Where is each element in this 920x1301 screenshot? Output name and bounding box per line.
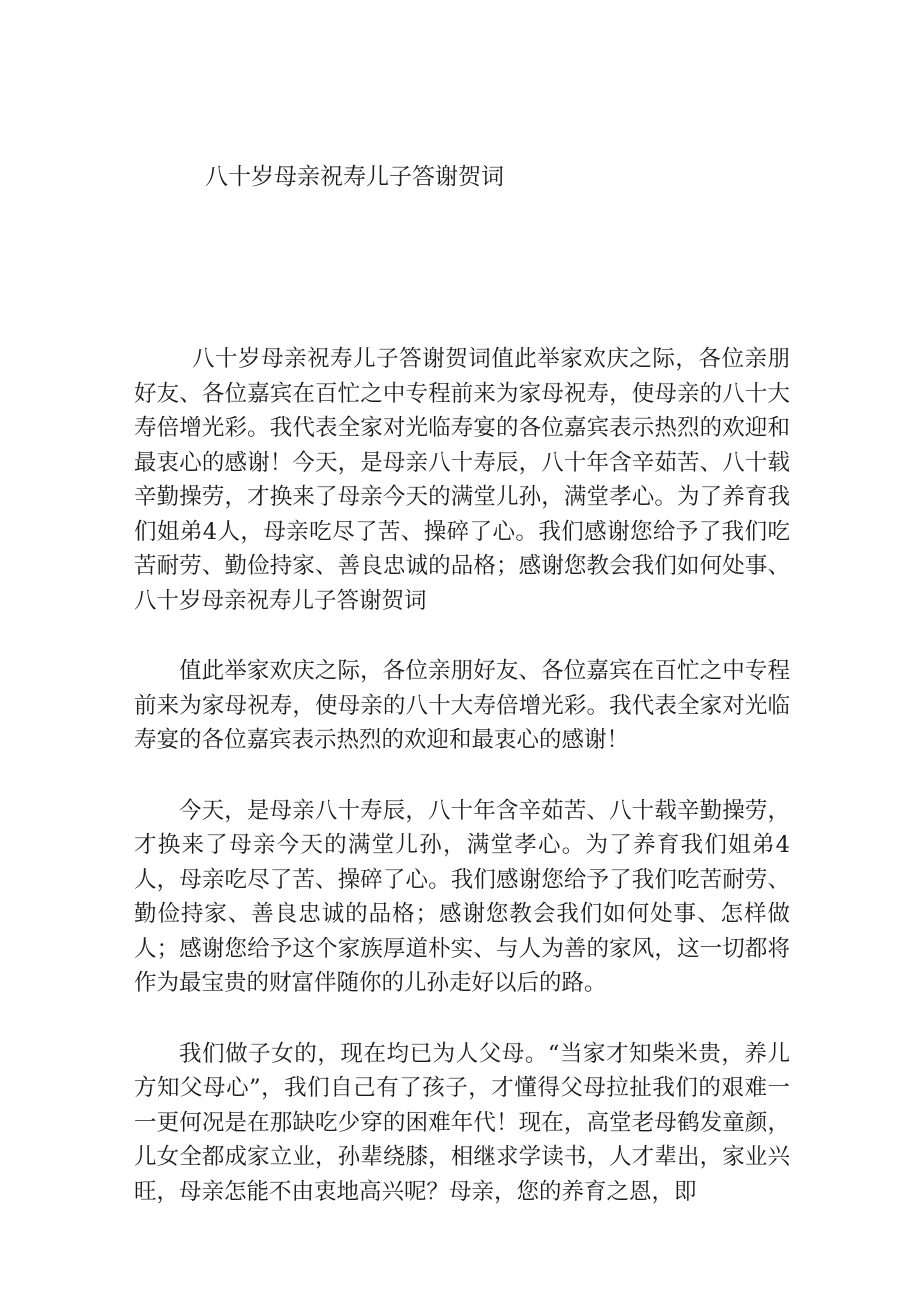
document-title: 八十岁母亲祝寿儿子答谢贺词 — [205, 164, 504, 190]
paragraph-3: 今天，是母亲八十寿辰，八十年含辛茹苦、八十载辛勤操劳，才换来了母亲今天的满堂儿孙，满堂孝心。为了养育我们姐弟4人，母亲吃尽了苦、操碎了心。我们感谢您给予了我们吃苦耐劳、勤俭持家、善良忠诚的品格；感谢您教会我们如何处事、怎样做人；感谢您给予这个家族厚道朴实、与人为善的家风，这一切都将作为最宝贵的财富伴随你的儿孙走好以后的路。 — [134, 797, 790, 996]
paragraph-1: 八十岁母亲祝寿儿子答谢贺词值此举家欢庆之际，各位亲朋好友、各位嘉宾在百忙之中专程前来为家母祝寿，使母亲的八十大寿倍增光彩。我代表全家对光临寿宴的各位嘉宾表示热烈的欢迎和最衷心的感谢！今天，是母亲八十寿辰，八十年含辛茹苦、八十载辛勤操劳，才换来了母亲今天的满堂儿孙，满堂孝心。为了养育我们姐弟4人，母亲吃尽了苦、操碎了心。我们感谢您给予了我们吃苦耐劳、勤俭持家、善良忠诚的品格；感谢您教会我们如何处事、八十岁母亲祝寿儿子答谢贺词 — [134, 346, 790, 614]
paragraph-2: 值此举家欢庆之际，各位亲朋好友、各位嘉宾在百忙之中专程前来为家母祝寿，使母亲的八十大寿倍增光彩。我代表全家对光临寿宴的各位嘉宾表示热烈的欢迎和最衷心的感谢！ — [134, 658, 790, 753]
document-body — [134, 342, 790, 1245]
paragraph-4: 我们做子女的，现在均已为人父母。“当家才知柴米贵，养儿方知父母心”，我们自己有了孩子，才懂得父母拉扯我们的艰难一一更何况是在那缺吃少穿的困难年代！现在，高堂老母鹤发童颜，儿女全都成家立业，孙辈绕膝，相继求学读书，人才辈出，家业兴旺，母亲怎能不由衷地高兴呢？母亲，您的养育之恩，即 — [134, 1040, 790, 1205]
